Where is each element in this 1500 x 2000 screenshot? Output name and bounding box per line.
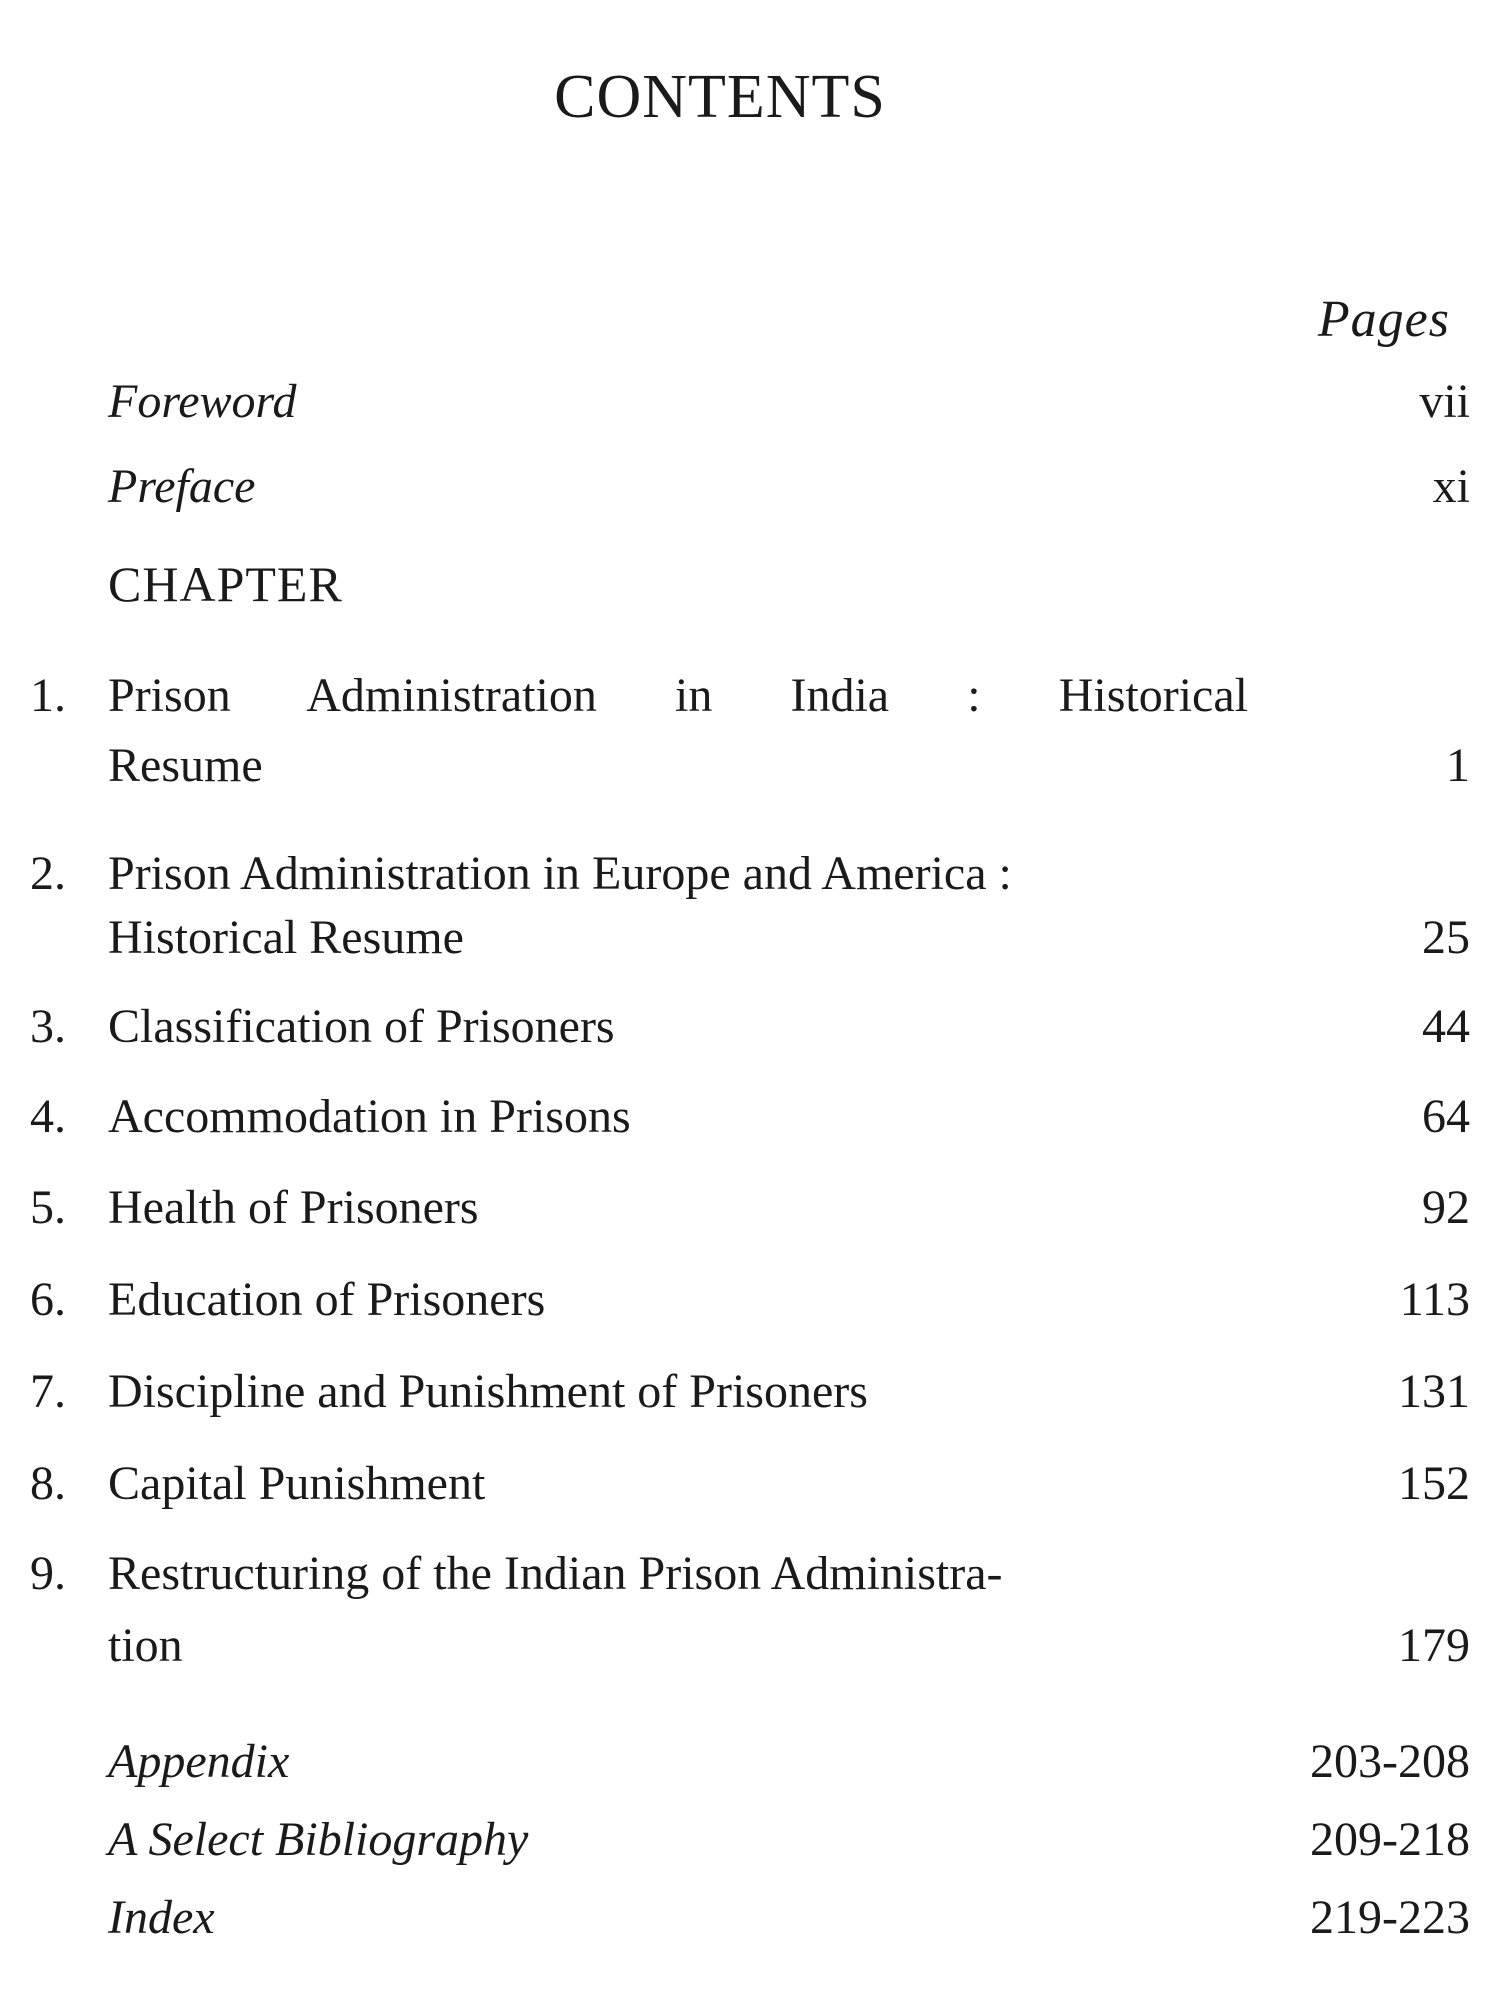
back-matter-page: 209-218	[1310, 1813, 1470, 1866]
chapter-number: 5.	[30, 1181, 66, 1234]
toc-entry	[30, 1266, 1470, 1336]
chapter-title-continued: Historical Resume	[108, 911, 464, 964]
back-matter-label: Index	[108, 1891, 215, 1944]
toc-entry	[30, 1884, 1470, 1954]
chapter-title: Restructuring of the Indian Prison Administra-	[108, 1547, 1003, 1600]
toc-entry	[30, 1728, 1470, 1798]
chapter-page: 152	[1398, 1457, 1470, 1510]
toc-entry	[30, 1174, 1470, 1244]
toc-entry	[30, 1806, 1470, 1876]
toc-entry	[30, 993, 1470, 1063]
chapter-number: 9.	[30, 1547, 66, 1600]
back-matter-page: 203-208	[1310, 1735, 1470, 1788]
chapter-heading: CHAPTER	[108, 556, 343, 612]
chapter-number: 6.	[30, 1273, 66, 1326]
front-matter-page: vii	[1419, 375, 1470, 428]
chapter-title: Prison Administration in Europe and America :	[108, 847, 1012, 900]
front-matter-label: Foreword	[108, 375, 297, 428]
toc-entry	[30, 1358, 1470, 1428]
chapter-title: Health of Prisoners	[108, 1181, 479, 1234]
chapter-title-continued: Resume	[108, 739, 263, 792]
front-matter-label: Preface	[108, 460, 256, 513]
toc-entry	[30, 840, 1470, 980]
chapter-title: Education of Prisoners	[108, 1273, 546, 1326]
chapter-title: Capital Punishment	[108, 1457, 486, 1510]
chapter-page: 113	[1399, 1273, 1470, 1326]
toc-entry	[30, 662, 1470, 802]
toc-entry	[30, 1450, 1470, 1520]
chapter-number: 3.	[30, 1000, 66, 1053]
chapter-number: 2.	[30, 847, 66, 900]
toc-entry	[30, 1540, 1470, 1680]
chapter-title: Prison Administration in India : Historical	[108, 669, 1248, 722]
chapter-title: Discipline and Punishment of Prisoners	[108, 1365, 868, 1418]
chapter-page: 64	[1422, 1090, 1470, 1143]
chapter-number: 4.	[30, 1090, 66, 1143]
chapter-number: 8.	[30, 1457, 66, 1510]
chapter-page: 25	[1422, 911, 1470, 964]
chapter-number: 7.	[30, 1365, 66, 1418]
chapter-page: 92	[1422, 1181, 1470, 1234]
front-matter-page: xi	[1432, 460, 1470, 513]
chapter-page: 44	[1422, 1000, 1470, 1053]
chapter-page: 131	[1398, 1365, 1470, 1418]
chapter-title: Accommodation in Prisons	[108, 1090, 631, 1143]
back-matter-label: Appendix	[108, 1735, 290, 1788]
chapter-page: 179	[1398, 1619, 1470, 1672]
pages-column-heading: Pages	[1317, 291, 1450, 348]
chapter-page: 1	[1446, 739, 1470, 792]
toc-entry	[30, 1083, 1470, 1153]
back-matter-label: A Select Bibliography	[108, 1813, 529, 1866]
chapter-title: Classification of Prisoners	[108, 1000, 615, 1053]
chapter-title-continued: tion	[108, 1619, 183, 1672]
page-title: CONTENTS	[554, 63, 886, 131]
back-matter-page: 219-223	[1310, 1891, 1470, 1944]
chapter-number: 1.	[30, 669, 66, 722]
